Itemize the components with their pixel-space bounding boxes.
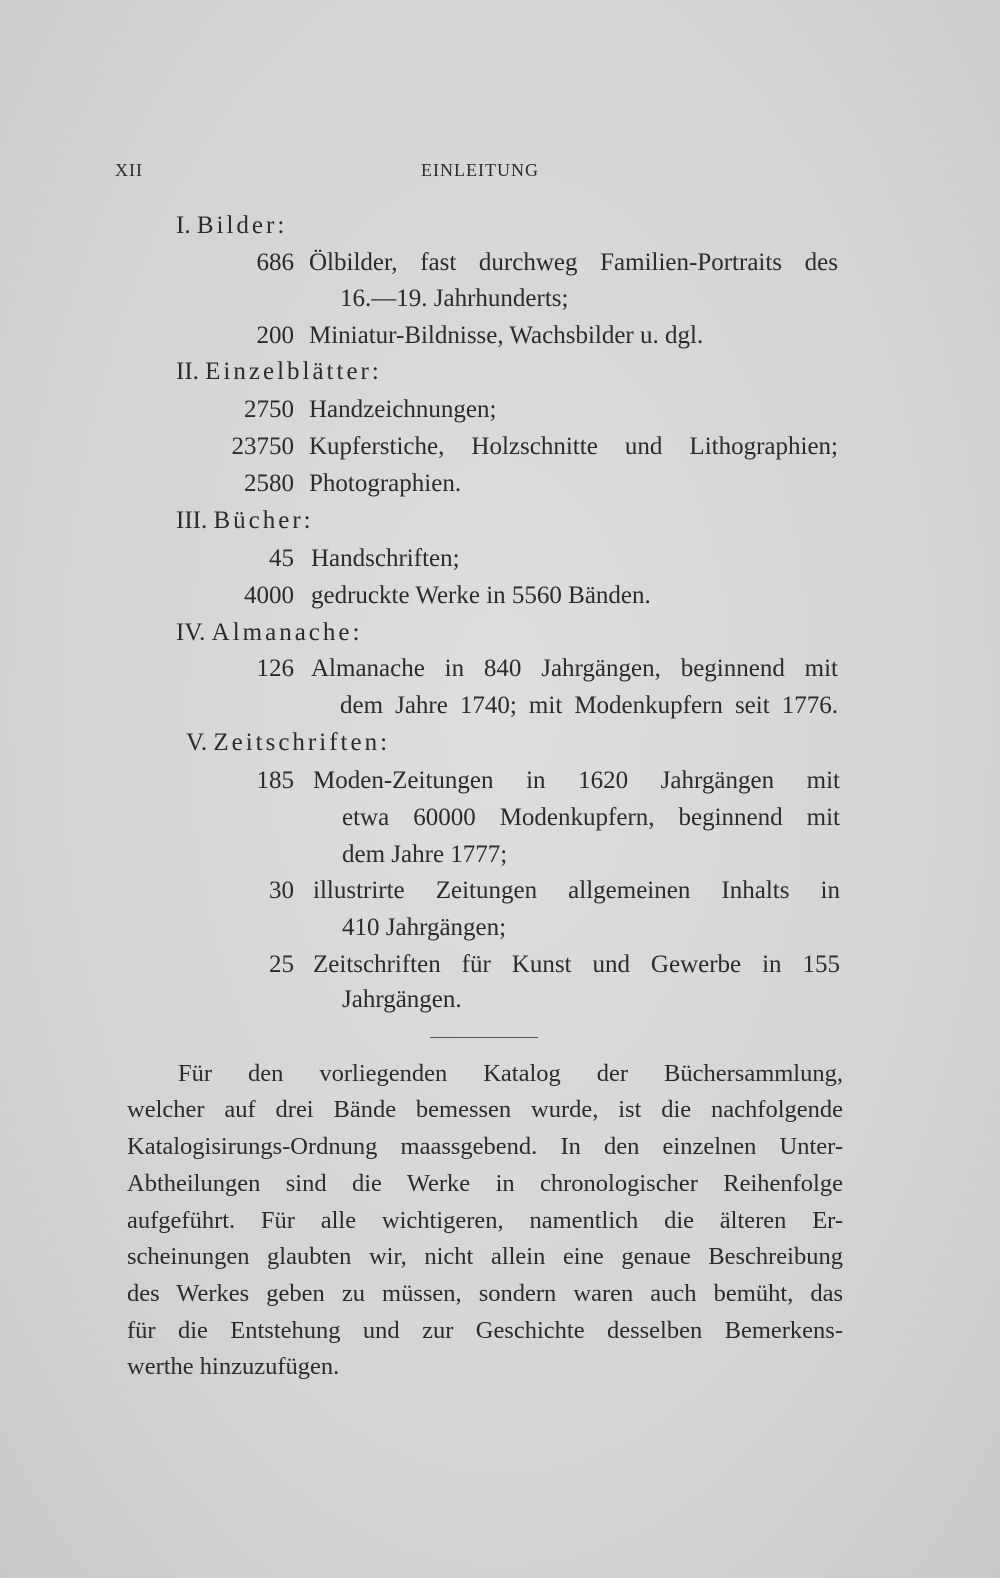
running-title: EINLEITUNG	[421, 160, 539, 180]
item-count: 4000	[244, 582, 294, 609]
item-text: Handschriften;	[311, 545, 460, 572]
page-number: XII	[115, 160, 143, 180]
section-numeral: V.	[186, 729, 208, 756]
item-count: 25	[269, 951, 294, 978]
paragraph-line: Für den vorliegenden Katalog der Büchersammlung,	[178, 1060, 843, 1087]
section-numeral: IV.	[176, 619, 206, 646]
section-numeral: I.	[176, 212, 191, 239]
section-heading-1	[176, 211, 287, 241]
section-title: Bücher:	[213, 507, 314, 534]
page-header	[115, 160, 845, 190]
paragraph-line: Katalogisirungs-Ordnung maassgebend. In den einzelnen Unter-	[127, 1133, 843, 1160]
section-title: Zeitschriften:	[213, 729, 391, 756]
item-count: 45	[269, 545, 294, 572]
section-title: Bilder:	[196, 212, 288, 239]
item-text: Almanache in 840 Jahrgängen, beginnend mit	[311, 655, 838, 682]
section-title: Einzelblätter:	[205, 358, 382, 385]
paragraph-line: werthe hinzuzufügen.	[127, 1353, 340, 1380]
item-count: 126	[256, 655, 294, 682]
book-page: XII EINLEITUNG I. Bilder: 686 Ölbilder, fast durchweg Familien-Portraits des 16.—19. Jahrhunderts; 200 Miniatur-Bildnisse, Wachsbilder u. dgl. II. Einzelblätter: 2750 Handzeichnungen; 23750 Kupferstiche, Holzschnitte und Lithographien; 2580 Photographien. III. Bücher: 45 Handschriften; 4000 gedruckte Werke in 5560 Bänden. IV. Almanache: 126 Almanache in 840 Jahrgängen, beginnend mit dem Jahre 1740; mit Modenkupfern seit 1776. V. Zeitschriften: 185 Moden-Zeitungen in 1620 Jahrgängen mit etwa 60000 Modenkupfern, beginnend mit dem Jahre 1777; 30 illustrirte Zeitungen allgemeinen Inhalts in 410 Jahrgängen; 25 Zeitschriften für Kunst und Gewerbe in 155 Jahrgängen. Für den vorliegenden Katalog der Büchersammlung, welcher auf drei Bände bemessen wurde, ist die nachfolgende Katalogisirungs-Ordnung maassgebend. In den einzelnen Unter- Abtheilungen sind die Werke in chronologischer Reihenfolge aufgeführt. Für alle wichtigeren, namentlich die älteren Er- scheinungen glaubten wir, nicht allein eine genaue Beschreibung des Werkes geben zu müssen, sondern waren auch bemüht, das für die Entstehung und zur Geschichte desselben Bemerkens- werthe hinzuzufügen.	[0, 0, 1000, 1578]
item-text: Kupferstiche, Holzschnitte und Lithographien;	[309, 433, 838, 460]
item-text: gedruckte Werke in 5560 Bänden.	[311, 582, 651, 609]
section-heading-5	[186, 728, 390, 758]
item-count: 23750	[231, 433, 294, 460]
paragraph-line: welcher auf drei Bände bemessen wurde, ist die nachfolgende	[127, 1096, 843, 1123]
item-text: Ölbilder, fast durchweg Familien-Portraits des	[309, 249, 838, 276]
item-count: 686	[256, 249, 294, 276]
item-count: 30	[269, 877, 294, 904]
item-text: Photographien.	[309, 470, 462, 497]
section-heading-4	[176, 618, 362, 648]
section-numeral: II.	[176, 358, 199, 385]
section-divider	[430, 1037, 538, 1038]
section-title: Almanache:	[211, 619, 363, 646]
item-text: Moden-Zeitungen in 1620 Jahrgängen mit	[313, 767, 840, 794]
paragraph-line: scheinungen glaubten wir, nicht allein eine genaue Beschreibung	[127, 1243, 843, 1270]
item-count: 185	[256, 767, 294, 794]
item-count: 2580	[244, 470, 294, 497]
item-count: 2750	[244, 396, 294, 423]
paragraph-line: aufgeführt. Für alle wichtigeren, namentlich die älteren Er-	[127, 1207, 843, 1234]
paragraph-line: für die Entstehung und zur Geschichte desselben Bemerkens-	[127, 1317, 843, 1344]
item-text: Miniatur-Bildnisse, Wachsbilder u. dgl.	[309, 322, 704, 349]
section-heading-3	[176, 506, 314, 536]
item-count: 200	[256, 322, 294, 349]
item-text: Zeitschriften für Kunst und Gewerbe in 155	[313, 951, 840, 978]
item-text: Handzeichnungen;	[309, 396, 497, 423]
paragraph-line: Abtheilungen sind die Werke in chronologischer Reihenfolge	[127, 1170, 843, 1197]
paragraph-line: des Werkes geben zu müssen, sondern waren auch bemüht, das	[127, 1280, 843, 1307]
section-numeral: III.	[176, 507, 208, 534]
section-heading-2	[176, 357, 382, 387]
item-text: illustrirte Zeitungen allgemeinen Inhalts in	[313, 877, 840, 904]
